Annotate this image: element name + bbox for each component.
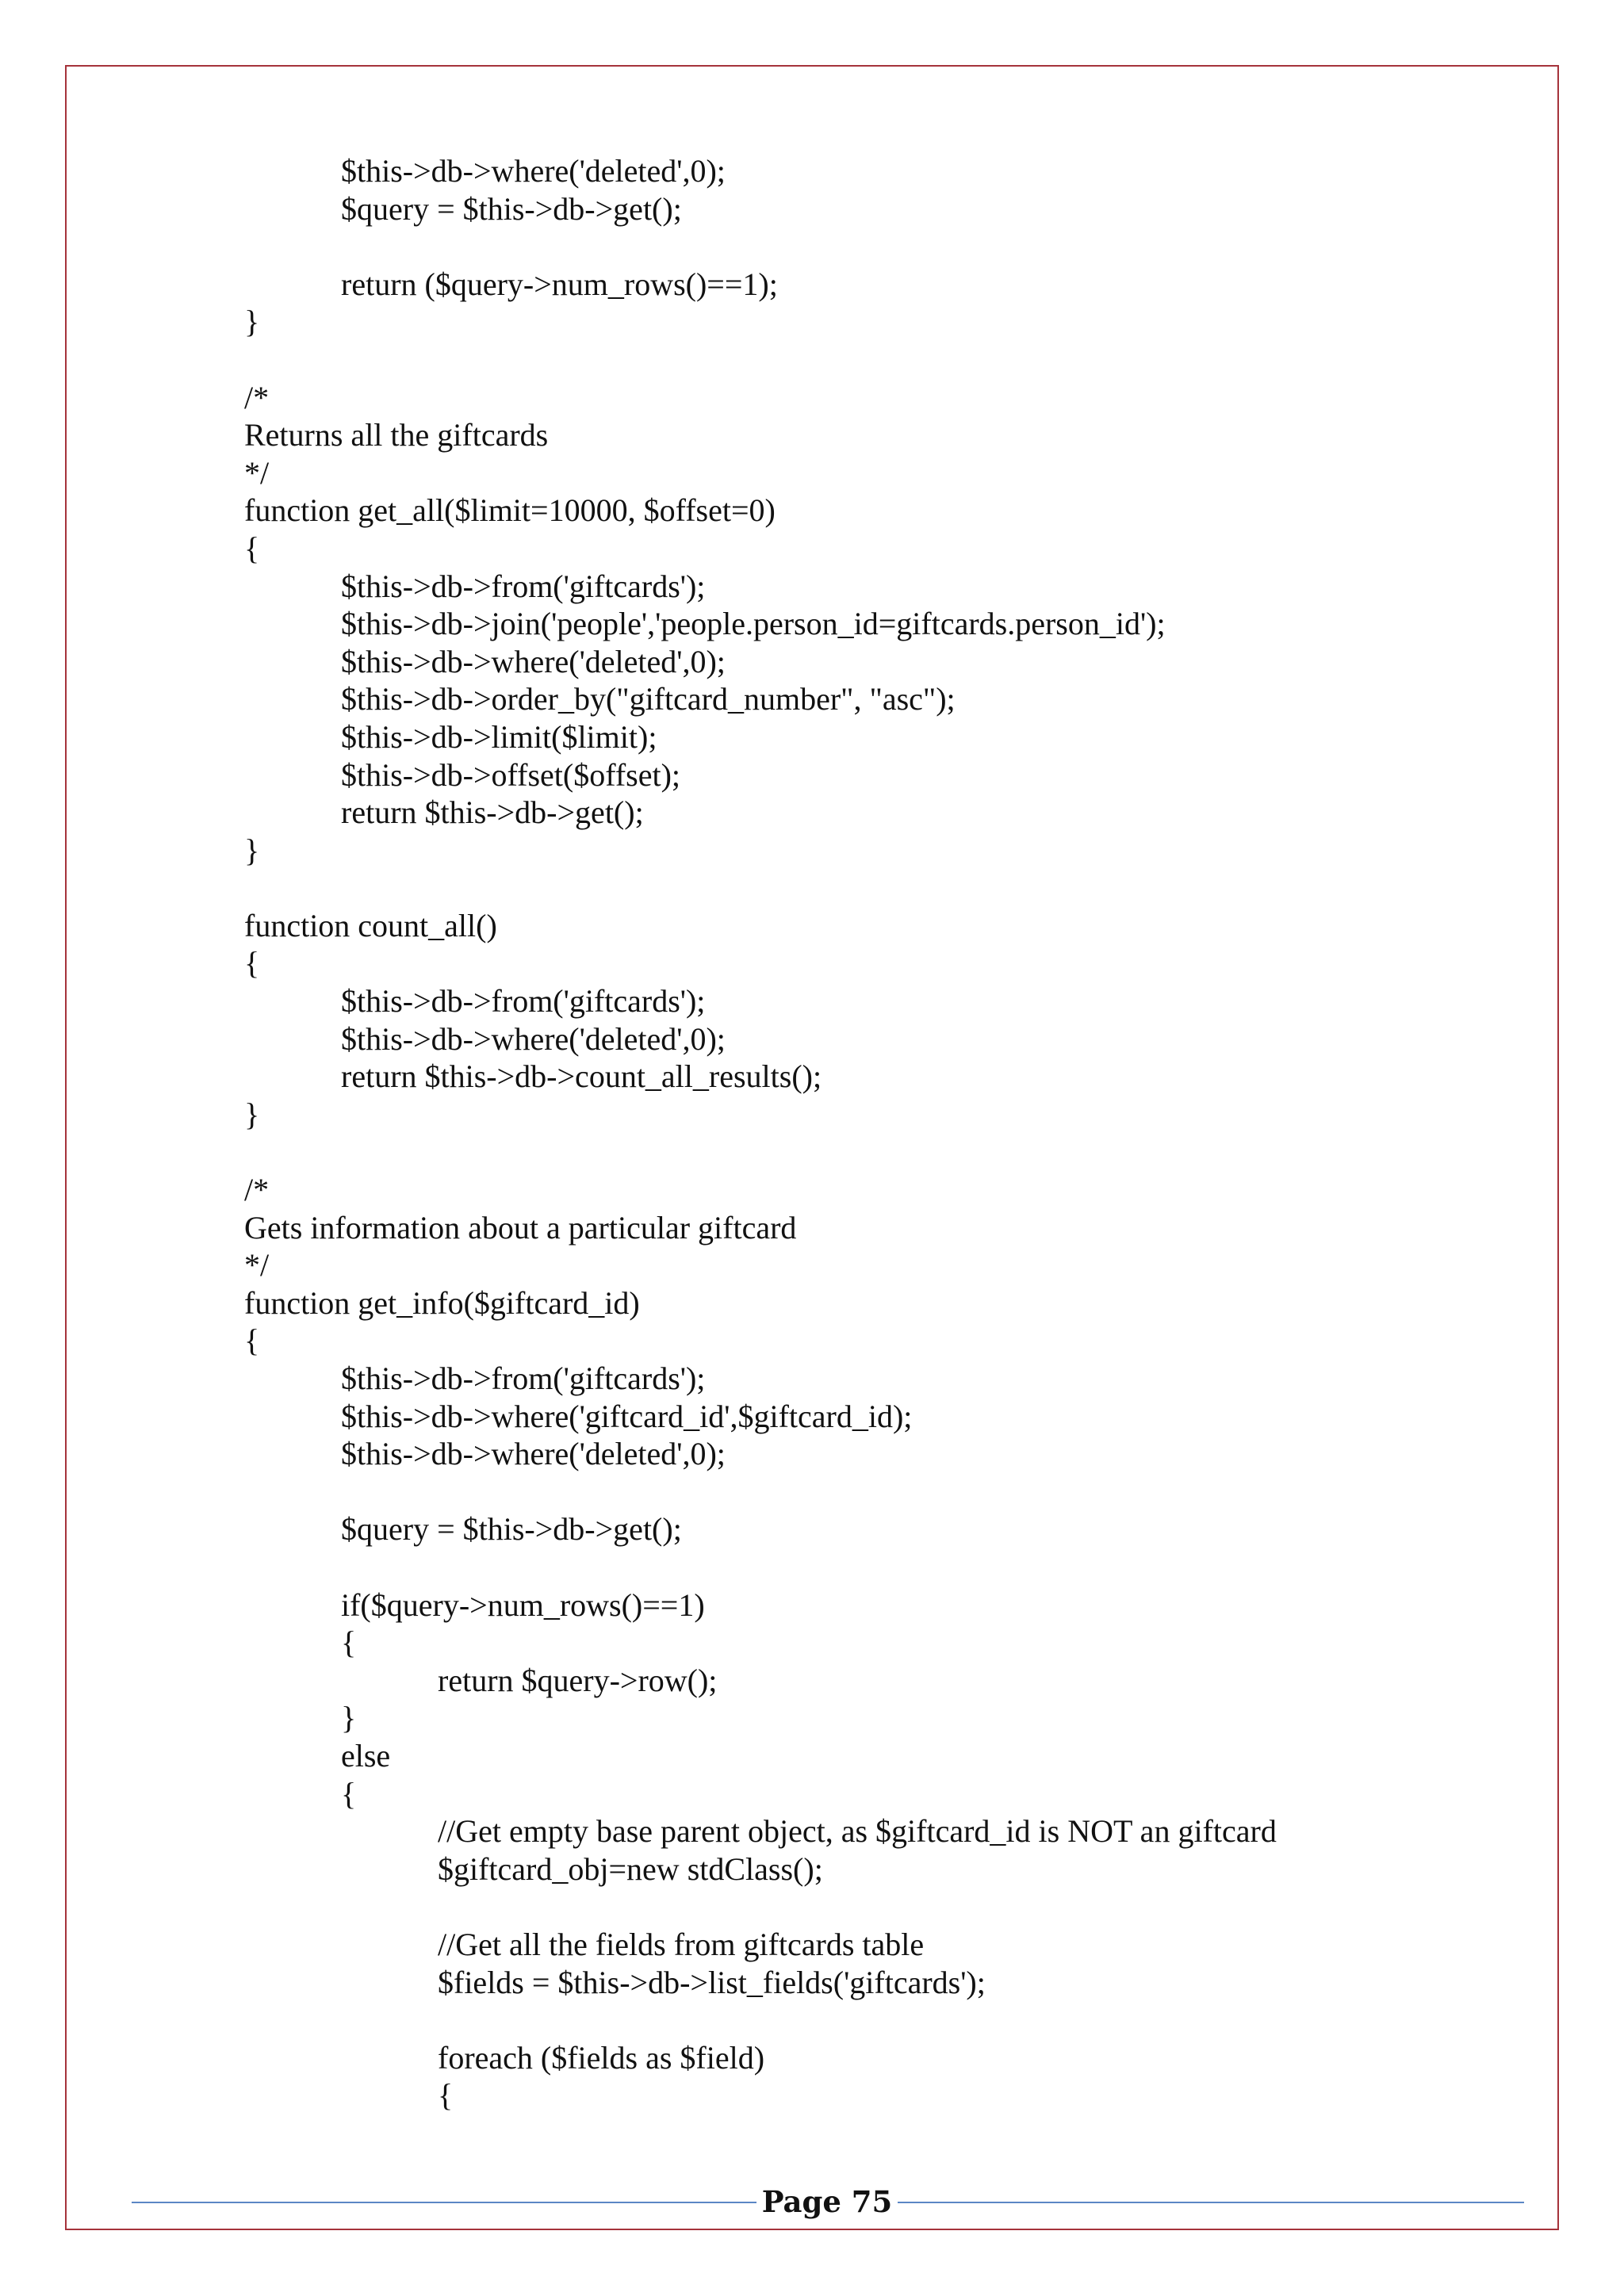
code-line: $query = $this->db->get(); [341, 1511, 682, 1548]
code-line: foreach ($fields as $field) [438, 2039, 765, 2076]
code-listing [244, 152, 1529, 2114]
code-line: } [244, 1096, 260, 1132]
code-line: return ($query->num_rows()==1); [341, 266, 778, 302]
code-line: { [438, 2077, 454, 2114]
code-line: { [244, 1322, 260, 1359]
code-line: else [341, 1737, 391, 1774]
code-line: $query = $this->db->get(); [341, 190, 682, 227]
code-line: //Get all the fields from giftcards table [438, 1926, 925, 1962]
code-line: { [244, 945, 260, 982]
code-line: return $this->db->count_all_results(); [341, 1058, 822, 1095]
code-line: return $query->row(); [438, 1662, 718, 1698]
code-line: $this->db->offset($offset); [341, 756, 681, 793]
code-line: /* [244, 379, 270, 415]
code-line: Gets information about a particular giftcard [244, 1209, 797, 1246]
footer-rule-right [898, 2202, 1524, 2203]
code-line: Returns all the giftcards [244, 417, 549, 453]
code-line: $this->db->from('giftcards'); [341, 983, 706, 1020]
code-line: $this->db->where('deleted',0); [341, 643, 726, 679]
code-line: $this->db->where('giftcard_id',$giftcard_id); [341, 1398, 913, 1434]
code-line: function count_all() [244, 907, 497, 943]
code-line: $this->db->where('deleted',0); [341, 153, 726, 189]
code-line: function get_all($limit=10000, $offset=0) [244, 492, 776, 529]
code-line [244, 1548, 1529, 1586]
code-line [244, 1473, 1529, 1511]
code-line [244, 341, 1529, 379]
code-line: function get_info($giftcard_id) [244, 1284, 640, 1321]
code-line: } [244, 304, 260, 340]
code-line: $this->db->from('giftcards'); [341, 1360, 706, 1396]
code-line: if($query->num_rows()==1) [341, 1586, 705, 1623]
code-line: { [244, 530, 260, 566]
code-line: } [341, 1700, 357, 1736]
code-line: */ [244, 454, 270, 491]
code-line [244, 869, 1529, 907]
page-number: Page 75 [761, 2184, 893, 2219]
footer-rule-left [132, 2202, 756, 2203]
code-line: $fields = $this->db->list_fields('giftcards'); [438, 1964, 986, 2000]
code-line: $this->db->order_by("giftcard_number", "asc"); [341, 681, 956, 718]
code-line: $this->db->from('giftcards'); [341, 568, 706, 604]
code-line: { [341, 1624, 357, 1661]
code-line: $giftcard_obj=new stdClass(); [438, 1850, 823, 1887]
code-line: return $this->db->get(); [341, 794, 644, 831]
code-line [244, 2001, 1529, 2039]
code-line: /* [244, 1172, 270, 1208]
code-line: $this->db->join('people','people.person_id=giftcards.person_id'); [341, 606, 1166, 642]
code-line: } [244, 832, 260, 868]
code-line: //Get empty base parent object, as $giftcard_id is NOT an giftcard [438, 1813, 1277, 1850]
code-line: { [341, 1775, 357, 1812]
code-line [244, 1133, 1529, 1171]
code-line: $this->db->limit($limit); [341, 718, 657, 755]
code-line: */ [244, 1247, 270, 1284]
code-line: $this->db->where('deleted',0); [341, 1020, 726, 1057]
code-line [244, 228, 1529, 266]
code-line: $this->db->where('deleted',0); [341, 1436, 726, 1472]
code-line [244, 1888, 1529, 1926]
